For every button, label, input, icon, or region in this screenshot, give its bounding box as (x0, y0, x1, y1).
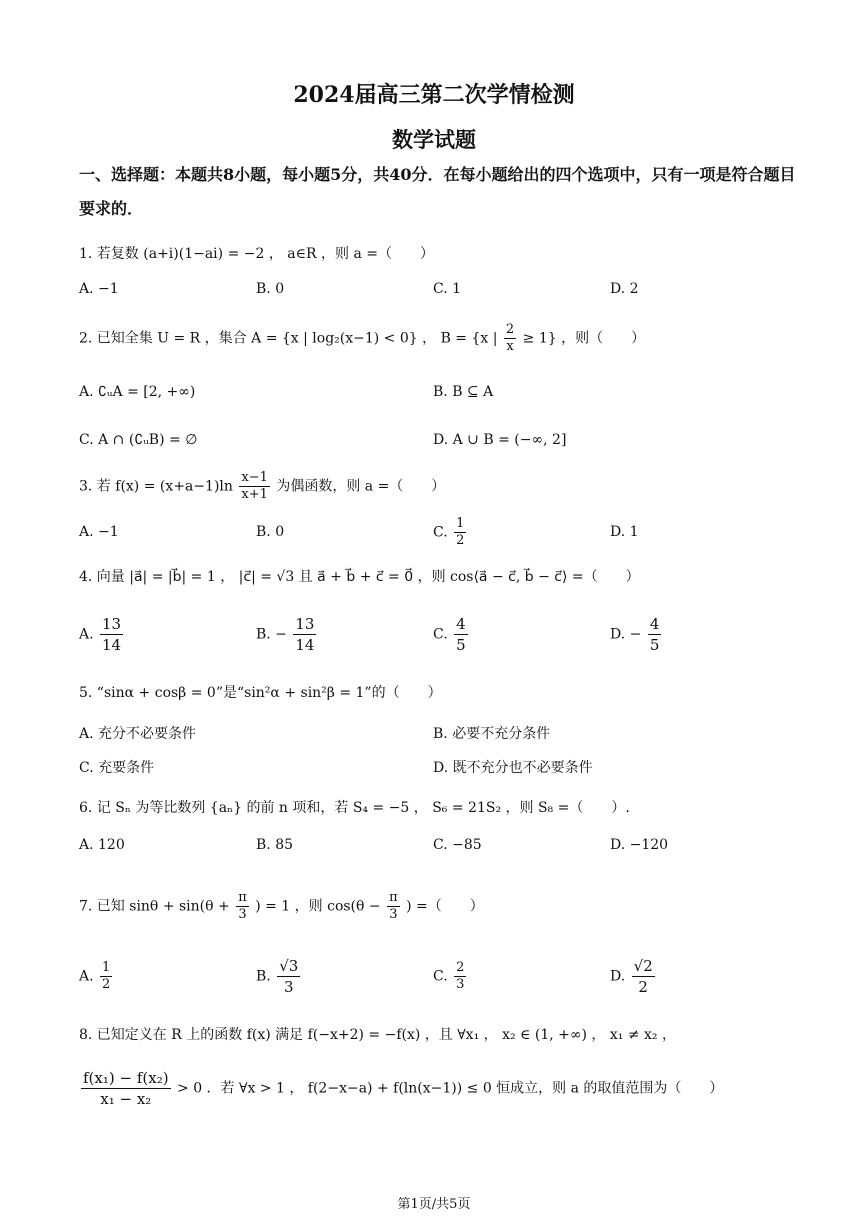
question-1-option-b[interactable]: B. 0 (256, 281, 285, 297)
question-3-option-a[interactable]: A. −1 (79, 524, 119, 540)
page-title: 2024届高三第二次学情检测 (293, 82, 575, 108)
section-heading: 一、选择题：本题共8小题，每小题5分，共40分．在每小题给出的四个选项中，只有一项是符合题目要求的． (79, 165, 796, 218)
question-5-stem: 5. “sinα + cosβ = 0”是“sin²α + sin²β = 1”的（ ） (79, 685, 442, 701)
page-subtitle: 数学试题 (392, 127, 476, 152)
question-3-option-b[interactable]: B. 0 (256, 524, 285, 540)
question-4-option-b[interactable]: B. − $\frac{13}{14}$ (256, 615, 315, 654)
question-5-option-a[interactable]: A. 充分不必要条件 (79, 726, 197, 742)
question-7-stem: 7. 已知 sinθ + sin(θ + $\frac{\pi}{3}$ ) = 1 ，则 cos(θ − $\frac{\pi}{3}$ ) =（ ） (79, 890, 484, 922)
question-5-option-c[interactable]: C. 充要条件 (79, 760, 155, 776)
question-2-stem-post: ≥ 1} ，则（ ） (522, 330, 646, 347)
question-4-option-d[interactable]: D. − $\frac{4}{5}$ (610, 615, 660, 654)
question-2-option-d[interactable]: D. A ∪ B = (−∞, 2] (433, 432, 567, 448)
question-3-stem-pre: 3. 若 f(x) = (x+a−1)ln (79, 478, 233, 495)
question-2-option-b[interactable]: B. B ⊆ A (433, 384, 494, 400)
question-1-option-c[interactable]: C. 1 (433, 281, 462, 297)
question-8-stem-line2: $\frac{\text{f(x₁) − f(x₂)}}{\text{x₁ − x₂}}$ > 0 ．若 ∀x > 1 ， f(2−x−a) + f(ln(x−1)) ≤ 0 恒成立，则 a 的取值范围为（ ） (83, 1069, 724, 1108)
question-1-option-a[interactable]: A. −1 (79, 281, 119, 297)
question-7-option-c[interactable]: C. $\frac{2}{3}$ (433, 960, 465, 992)
question-7-fraction-1: $\frac{\pi}{3}$ (238, 890, 247, 922)
question-6-stem: 6. 记 Sₙ 为等比数列 {aₙ} 的前 n 项和，若 S₄ = −5 ， S₆ = 21S₂ ，则 S₈ =（ ）. (79, 800, 630, 816)
question-8-fraction: $\frac{\text{f(x₁) − f(x₂)}}{\text{x₁ − x₂}}$ (83, 1069, 169, 1108)
question-7-option-b[interactable]: B. $\frac{√3}{3}$ (256, 957, 299, 996)
question-7-fraction-2: $\frac{\pi}{3}$ (389, 890, 398, 922)
question-3-option-c[interactable]: C. $\frac{1}{2}$ (433, 516, 465, 548)
question-4-option-a[interactable]: A. $\frac{13}{14}$ (79, 615, 122, 654)
question-6-option-b[interactable]: B. 85 (256, 837, 294, 853)
question-6-option-c[interactable]: C. −85 (433, 837, 482, 853)
question-2-option-c[interactable]: C. A ∩ (∁ᵤB) = ∅ (79, 432, 198, 448)
question-7-option-a[interactable]: A. $\frac{1}{2}$ (79, 960, 111, 992)
question-7-option-d[interactable]: D. $\frac{√2}{2}$ (610, 957, 653, 996)
question-3-stem-post: 为偶函数，则 a =（ ） (276, 478, 446, 495)
question-3-fraction: $\frac{x-1}{x+1}$ (241, 470, 268, 502)
question-1-stem: 1. 若复数 (a+i)(1−ai) = −2 ， a∈R ，则 a =（ ） (79, 246, 434, 262)
question-4-option-c[interactable]: C. $\frac{4}{5}$ (433, 615, 466, 654)
question-8-stem: 8. 已知定义在 R 上的函数 f(x) 满足 f(−x+2) = −f(x) ，且 ∀x₁ ， x₂ ∈ (1, +∞) ， x₁ ≠ x₂ ， (79, 1027, 676, 1043)
question-6-option-a[interactable]: A. 120 (79, 837, 125, 853)
question-3-option-d[interactable]: D. 1 (610, 524, 639, 540)
question-2-stem (79, 322, 645, 355)
question-6-option-d[interactable]: D. −120 (610, 837, 669, 853)
question-5-option-d[interactable]: D. 既不充分也不必要条件 (433, 760, 593, 776)
page-footer: 第1页/共5页 (397, 1197, 471, 1212)
question-4-stem: 4. 向量 |a⃗| = |b⃗| = 1 ， |c⃗| = √3 且 a⃗ + b⃗ + c⃗ = 0⃗ ，则 cos⟨a⃗ − c⃗, b⃗ − c⃗⟩ =（ ） (79, 569, 640, 585)
question-2-option-a[interactable]: A. ∁ᵤA = [2, +∞) (79, 384, 196, 400)
question-1-option-d[interactable]: D. 2 (610, 281, 639, 297)
question-3-stem (79, 470, 445, 503)
question-2-fraction: $\frac{2}{x}$ (505, 322, 515, 354)
question-2-stem-pre: 2. 已知全集 U = R ，集合 A = {x | log₂(x−1) < 0} ， B = {x | (79, 330, 498, 347)
question-5-option-b[interactable]: B. 必要不充分条件 (433, 726, 551, 742)
